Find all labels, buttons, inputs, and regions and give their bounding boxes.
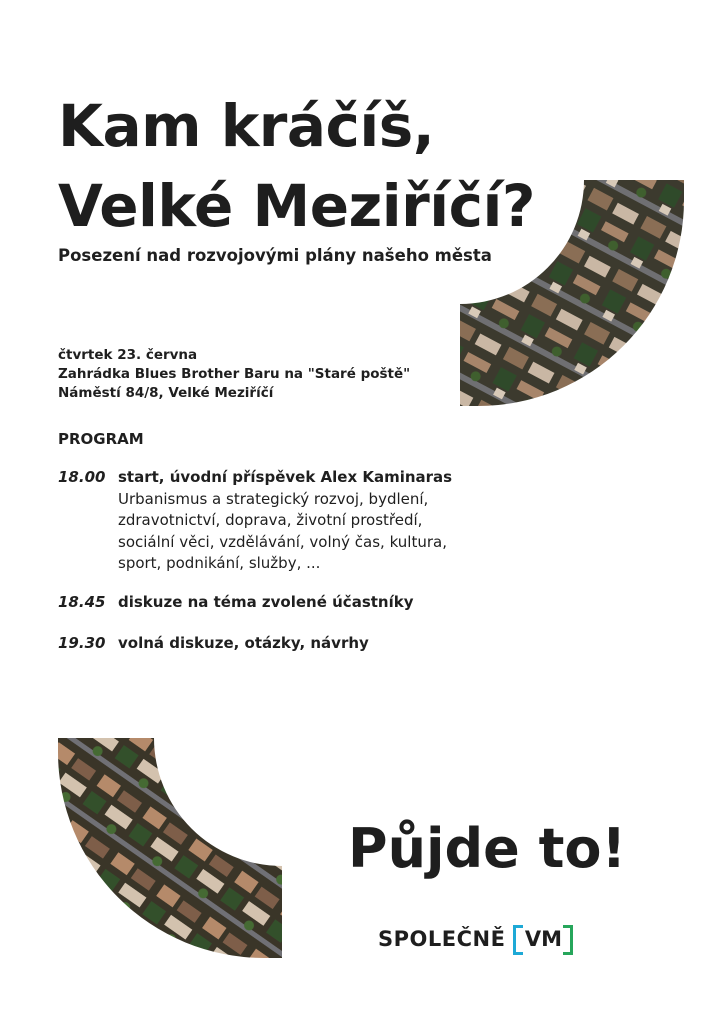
- bracket-left-icon: [513, 925, 523, 955]
- title-line-2: Velké Meziříčí?: [58, 172, 536, 240]
- subtitle: Posezení nad rozvojovými plány našeho města: [58, 246, 492, 265]
- program-heading: PROGRAM: [58, 430, 144, 448]
- program-time: 19.30: [58, 634, 106, 652]
- vm-logo-letters: VM: [524, 927, 563, 951]
- vm-logo-icon: [513, 922, 573, 956]
- program-time: 18.00: [58, 468, 106, 486]
- brand-logo: [378, 922, 573, 956]
- motto: Půjde to!: [348, 817, 627, 880]
- event-address: Náměstí 84/8, Velké Meziříčí: [58, 385, 274, 401]
- brand-word: SPOLEČNĚ: [378, 927, 506, 951]
- main-title: [58, 86, 535, 246]
- title-line-1: Kam kráčíš,: [58, 92, 435, 160]
- event-venue: Zahrádka Blues Brother Baru na "Staré poště": [58, 366, 411, 382]
- aerial-photo-arc-bottom-left: [58, 738, 282, 958]
- bracket-right-icon: [563, 925, 573, 955]
- event-info: [58, 346, 410, 403]
- program-description: Urbanismus a strategický rozvoj, bydlení, zdravotnictví, doprava, životní prostředí, sociální věci, vzdělávání, volný čas, kultura, sport, podnikání, služby, ...: [118, 489, 447, 572]
- program-time: 18.45: [58, 593, 106, 611]
- program-title: volná diskuze, otázky, návrhy: [118, 634, 369, 652]
- program-title: diskuze na téma zvolené účastníky: [118, 593, 414, 611]
- program-title: start, úvodní příspěvek Alex Kaminaras: [118, 468, 453, 486]
- event-date: čtvrtek 23. června: [58, 347, 198, 363]
